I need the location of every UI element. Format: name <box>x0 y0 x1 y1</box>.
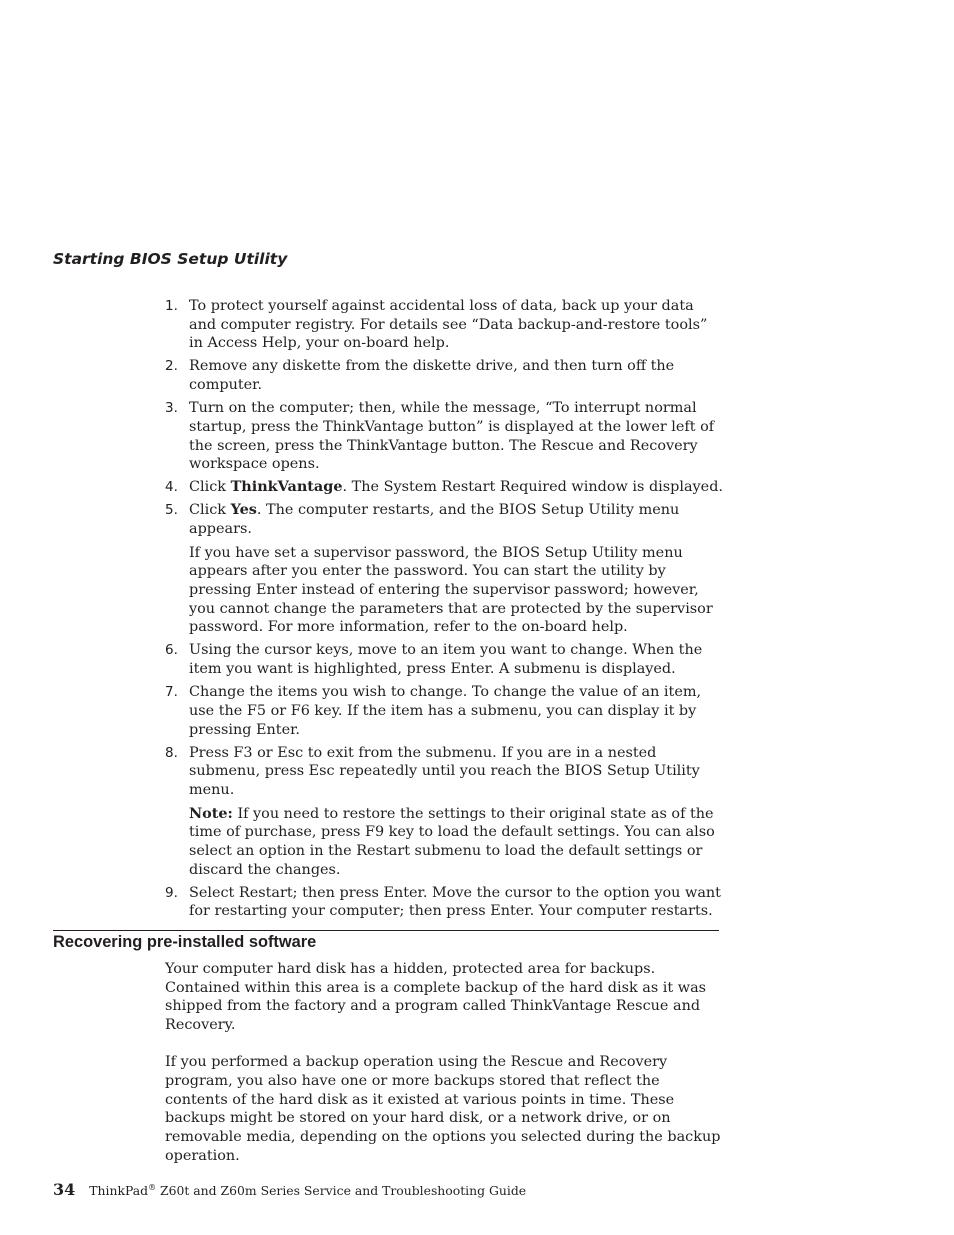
note-text: If you need to restore the settings to their original state as of the time of purchase, press F9 key to load the default settings. You can also select an option in the Restart submenu to load the default settings or discard the changes. <box>189 805 715 878</box>
step-text-suffix: . The System Restart Required window is displayed. <box>342 479 723 496</box>
step-number: 4. <box>165 479 178 496</box>
section-title: Recovering pre-installed software <box>53 933 317 951</box>
step-number: 2. <box>165 358 178 375</box>
step-emphasis: ThinkVantage <box>230 478 343 496</box>
step-text-prefix: Click <box>189 479 231 496</box>
step-text-suffix: . The computer restarts, and the BIOS Setup Utility menu appears. <box>189 502 680 537</box>
step-note <box>189 805 725 880</box>
section-paragraph: Your computer hard disk has a hidden, protected area for backups. Contained within this area is a complete backup of the hard disk as it was shipped from the factory and a program called ThinkVantage Rescue and Recovery. <box>165 961 707 1034</box>
step-text: Press F3 or Esc to exit from the submenu. If you are in a nested submenu, press Esc repeatedly until you reach the BIOS Setup Utility menu. <box>189 744 700 798</box>
step-number: 6. <box>165 642 178 659</box>
page-footer <box>53 1178 753 1201</box>
step-1 <box>165 297 725 353</box>
step-text: Using the cursor keys, move to an item you want to change. When the item you want is highlighted, press Enter. A submenu is displayed. <box>189 642 703 678</box>
step-4 <box>165 478 725 497</box>
step-text: Turn on the computer; then, while the message, “To interrupt normal startup, press the ThinkVantage button” is displayed at the lower left of the screen, press the ThinkVantage button. The Rescue and Recovery workspace opens. <box>189 400 715 473</box>
step-number: 5. <box>165 502 178 519</box>
step-text: Select Restart; then press Enter. Move the cursor to the option you want for restarting your computer; then press Enter. Your computer restarts. <box>189 884 721 920</box>
running-head: Starting BIOS Setup Utility <box>53 250 288 268</box>
footer-title: Z60t and Z60m Series Service and Troubleshooting Guide <box>156 1183 527 1199</box>
step-emphasis: Yes <box>230 501 257 519</box>
section-paragraph: If you performed a backup operation using the Rescue and Recovery program, you also have one or more backups stored that reflect the contents of the hard disk as it existed at various points in time. These backups might be stored on your hard disk, or a network drive, or on removable media, depending on the options you selected during the backup operation. <box>165 1054 721 1164</box>
step-number: 3. <box>165 400 178 417</box>
registered-mark: ® <box>148 1183 157 1192</box>
step-6 <box>165 641 725 678</box>
step-number: 1. <box>165 298 178 314</box>
step-number: 8. <box>165 744 178 761</box>
step-8 <box>165 744 725 880</box>
section-divider <box>53 930 719 931</box>
step-detail: If you have set a supervisor password, the BIOS Setup Utility menu appears after you enter the password. You can start the utility by pressing Enter instead of entering the supervisor password; however, you cannot change the parameters that are protected by the supervisor password. For more information, refer to the on-board help. <box>189 544 713 636</box>
procedure-steps <box>165 297 725 925</box>
step-5 <box>165 501 725 637</box>
page-number: 34 <box>53 1180 76 1200</box>
step-7 <box>165 683 725 739</box>
step-number: 7. <box>165 684 178 701</box>
step-text: Remove any diskette from the diskette drive, and then turn off the computer. <box>189 358 675 394</box>
section-body <box>165 960 725 1184</box>
step-text: Change the items you wish to change. To change the value of an item, use the F5 or F6 key. If the item has a submenu, you can display it by pressing Enter. <box>189 684 702 738</box>
step-9 <box>165 884 725 921</box>
step-text-prefix: Click <box>189 502 231 519</box>
step-text: To protect yourself against accidental loss of data, back up your data and computer registry. For details see “Data backup-and-restore tools” in Access Help, your on-board help. <box>189 298 708 352</box>
note-label: Note: <box>189 804 233 822</box>
step-2 <box>165 357 725 394</box>
footer-brand: ThinkPad <box>89 1183 149 1199</box>
step-3 <box>165 399 725 474</box>
step-number: 9. <box>165 884 178 901</box>
